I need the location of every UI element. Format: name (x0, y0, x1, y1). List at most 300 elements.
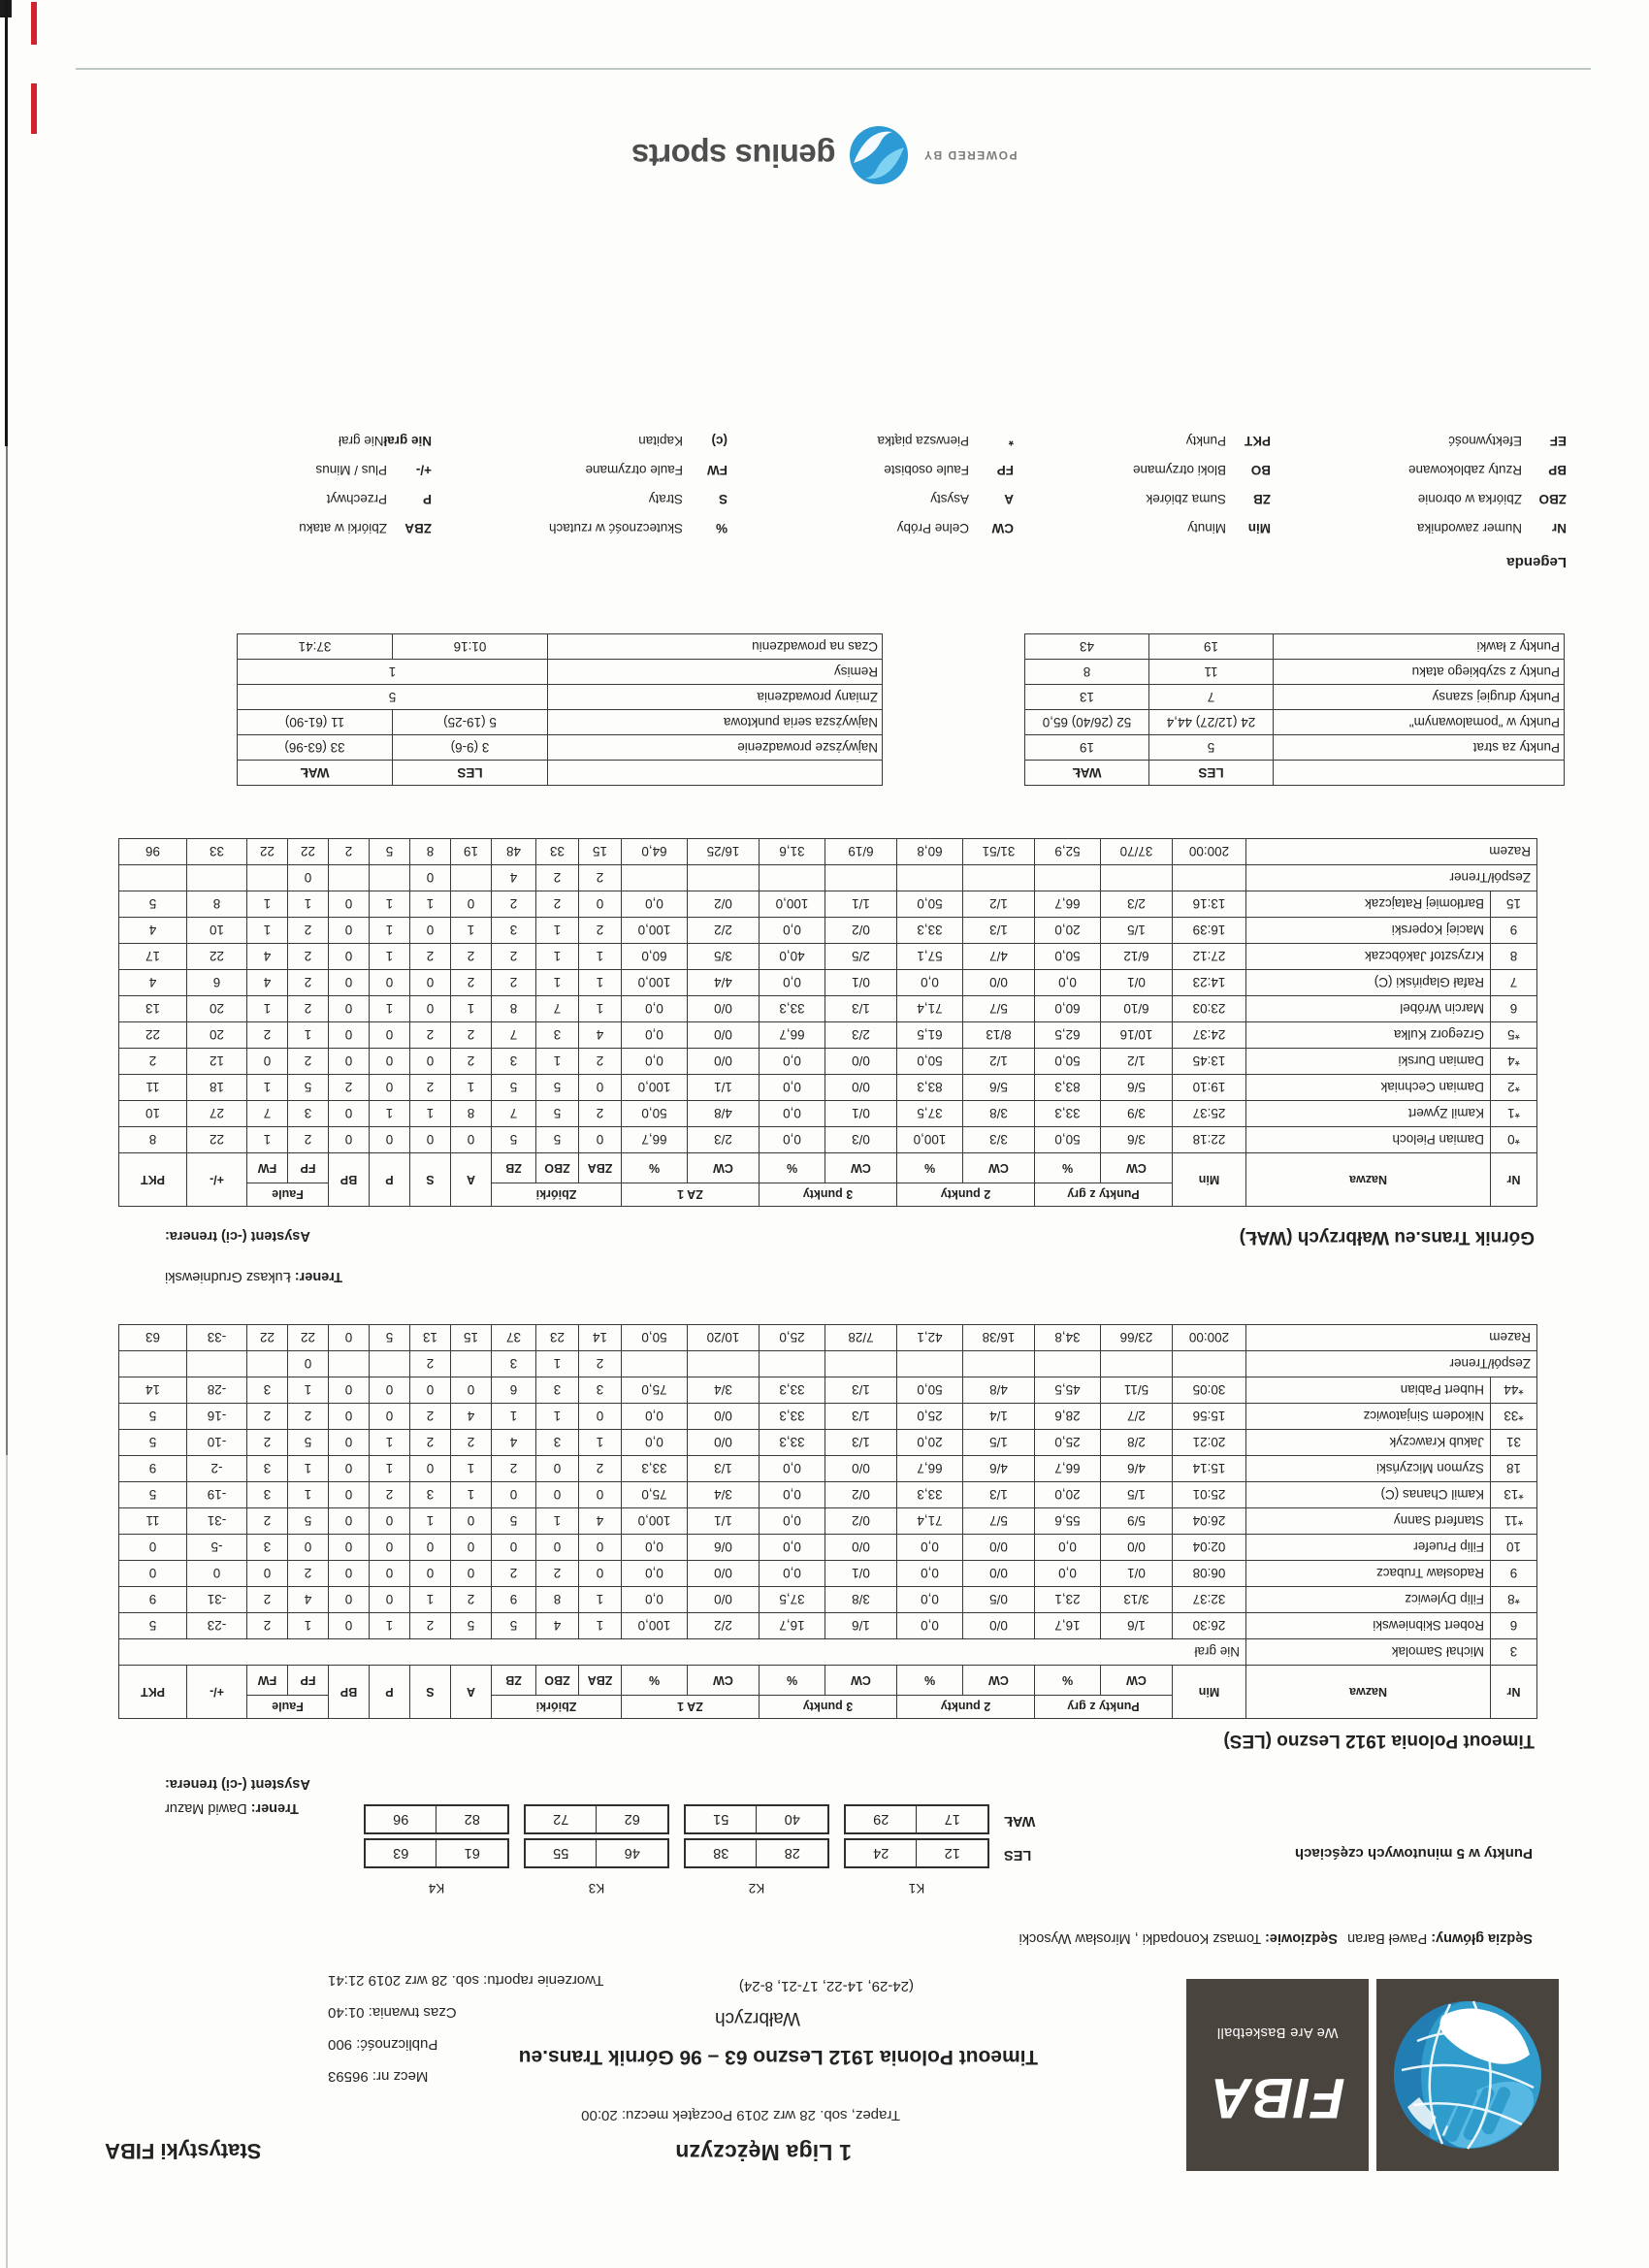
cell-zbo: 3 (536, 1430, 579, 1456)
cell-zbo: 0 (536, 1482, 579, 1508)
cell-ft: 2/2 (688, 1613, 760, 1639)
cell-nr: *13 (1491, 1482, 1537, 1508)
cell-ft: 0/0 (688, 996, 760, 1022)
cell-pkt: 5 (119, 891, 187, 918)
legend-desc: Zbiórka w obronie (1417, 492, 1522, 506)
cell-p3: 0/0 (825, 1075, 897, 1101)
player-row (119, 1127, 1537, 1153)
cell-fp: 5 (288, 1430, 329, 1456)
cell-fgp: 16,7 (1035, 1613, 1101, 1639)
column-header: ZB (492, 1153, 536, 1183)
cell-p: 0 (370, 1535, 410, 1561)
summary-value-wal: 8 (1025, 660, 1149, 685)
summary-value: 5 (238, 685, 548, 710)
cell-zba: 0 (579, 1482, 622, 1508)
cell-fg: 10/16 (1101, 1022, 1173, 1049)
legend-abbr: FP (996, 463, 1014, 477)
cell-p2: 4/6 (963, 1456, 1035, 1482)
column-header: ZBA (579, 1153, 622, 1183)
column-header: % (622, 1153, 688, 1183)
column-header: A (451, 1153, 492, 1207)
cell-a: 0 (451, 891, 492, 918)
coach-label: Trener: (250, 1800, 299, 1816)
cell-fp: 5 (288, 1508, 329, 1535)
period-label: K3 (588, 1881, 605, 1895)
cell-zbo: 5 (536, 1101, 579, 1127)
cell-pkt: 14 (119, 1377, 187, 1404)
cell-s: 2 (410, 1430, 451, 1456)
cell-p3: 7/28 (825, 1325, 897, 1351)
cell-pm: 27 (187, 1101, 247, 1127)
legend-item (930, 492, 1014, 506)
summary-label: Najwyższa seria punktowa (548, 710, 883, 735)
column-header: Nazwa (1246, 1153, 1491, 1207)
cell-ftp: 50,0 (622, 1101, 688, 1127)
cell-min (1173, 1351, 1246, 1377)
cell-a: 2 (451, 1022, 492, 1049)
cell-zb: 6 (492, 1377, 536, 1404)
cell-p3: 1/3 (825, 996, 897, 1022)
column-header: ZA 1 (622, 1696, 760, 1719)
cell-s: 8 (410, 839, 451, 865)
summary-value-les: 5 (1149, 735, 1274, 761)
cell-zba: 2 (579, 1049, 622, 1075)
cell-p2: 5/7 (963, 996, 1035, 1022)
cell-ft: 4/8 (688, 1101, 760, 1127)
cell-name: Damian Cechniak (1246, 1075, 1491, 1101)
cell-pm: 20 (187, 996, 247, 1022)
cell-zb: 2 (492, 1456, 536, 1482)
legend-desc: Faule osobiste (884, 463, 969, 477)
summary-value-wal: 33 (63-96) (238, 735, 393, 761)
summary-value-les: 24 (12/27) 44,4 (1149, 710, 1274, 735)
cell-zba: 1 (579, 1613, 622, 1639)
quarter-score-cell: 55 (526, 1840, 598, 1866)
cell-p2p (897, 865, 963, 891)
cell-name: Nikodem Sinjatowicz (1246, 1404, 1491, 1430)
cell-p: 5 (370, 1325, 410, 1351)
cell-a: 1 (451, 996, 492, 1022)
player-row (119, 1022, 1537, 1049)
column-header: A (451, 1666, 492, 1719)
column-header: 2 punkty (897, 1696, 1035, 1719)
quarter-score-cell: 62 (624, 1811, 640, 1828)
cell-pm: -31 (187, 1508, 247, 1535)
summary-label: Punkty drugiej szansy (1274, 685, 1565, 710)
attendance: Publiczność: 900 (328, 2036, 438, 2053)
cell-bp: 0 (329, 1482, 370, 1508)
cell-pm: -31 (187, 1587, 247, 1613)
cell-p2: 4/8 (963, 1377, 1035, 1404)
player-row (119, 996, 1537, 1022)
legend-abbr: PKT (1245, 434, 1271, 448)
cell-p: 0 (370, 1075, 410, 1101)
cell-nr: 6 (1491, 1613, 1537, 1639)
column-header: CW (963, 1666, 1035, 1696)
cell-fp: 0 (288, 865, 329, 891)
cell-min: 23:03 (1173, 996, 1246, 1022)
player-row (119, 891, 1537, 918)
cell-bp: 0 (329, 891, 370, 918)
stat-table (118, 838, 1537, 1207)
cell-p: 1 (370, 891, 410, 918)
cell-fg: 23/66 (1101, 1325, 1173, 1351)
cell-fg: 1/2 (1101, 1049, 1173, 1075)
cell-a: 5 (451, 1613, 492, 1639)
cell-fg: 37/70 (1101, 839, 1173, 865)
cell-ftp: 0,0 (622, 996, 688, 1022)
column-header: CW (825, 1666, 897, 1696)
cell-fw: 0 (247, 1049, 288, 1075)
cell-p: 2 (370, 1482, 410, 1508)
cell-p3p: 25,0 (760, 1325, 825, 1351)
cell-pkt (119, 865, 187, 891)
cell-p2p: 37,5 (897, 1101, 963, 1127)
cell-pkt: 11 (119, 1075, 187, 1101)
column-header: CW (825, 1153, 897, 1183)
summary-table (237, 633, 883, 786)
legend-desc: Rzuty zablokowane (1407, 463, 1522, 477)
coach-name: Łukasz Grudniewski (165, 1269, 291, 1284)
column-header: Zbiórki (492, 1183, 622, 1207)
cell-pkt: 96 (119, 839, 187, 865)
match-info-block (328, 1964, 776, 2092)
player-row (119, 1613, 1537, 1639)
team-code-header: WAŁ (238, 761, 393, 786)
cell-min: 02:04 (1173, 1535, 1246, 1561)
player-row (119, 918, 1537, 944)
cell-zb: 2 (492, 1561, 536, 1587)
column-header: Nr (1491, 1153, 1537, 1207)
cell-min: 200:00 (1173, 1325, 1246, 1351)
quarter-score-cell: 12 (944, 1845, 960, 1862)
legend-abbr: % (715, 521, 728, 535)
legend-item (327, 492, 432, 506)
cell-fp: 2 (288, 1127, 329, 1153)
column-header: CW (963, 1153, 1035, 1183)
quarter-score-box (364, 1838, 509, 1868)
column-header: Punkty z gry (1035, 1183, 1173, 1207)
cell-a: 2 (451, 970, 492, 996)
cell-fgp: 62,5 (1035, 1022, 1101, 1049)
quarter-score-box (844, 1838, 989, 1868)
player-row (119, 1456, 1537, 1482)
cell-a: 1 (451, 1075, 492, 1101)
column-header: FP (288, 1666, 329, 1696)
referee-main-label: Sędzia główny: (1431, 1930, 1533, 1946)
cell-p3p: 31,6 (760, 839, 825, 865)
column-header: CW (688, 1666, 760, 1696)
referees-names: Tomasz Konopadki , Mirosław Wysocki (1018, 1930, 1262, 1946)
cell-zba: 1 (579, 1587, 622, 1613)
summary-label: Czas na prowadzeniu (548, 634, 883, 660)
summary-value-wal: 13 (1025, 685, 1149, 710)
cell-fgp: 66,7 (1035, 1456, 1101, 1482)
cell-min: 19:10 (1173, 1075, 1246, 1101)
cell-bp (329, 865, 370, 891)
cell-zb: 7 (492, 1101, 536, 1127)
cell-p: 0 (370, 1377, 410, 1404)
column-header: PKT (119, 1153, 187, 1207)
cell-zbo: 0 (536, 1535, 579, 1561)
cell-fw: 1 (247, 996, 288, 1022)
cell-p2p: 66,7 (897, 1456, 963, 1482)
referees-label: Sędziowie: (1265, 1930, 1338, 1946)
cell-pkt: 5 (119, 1482, 187, 1508)
summary-row (1025, 735, 1565, 761)
cell-ftp: 0,0 (622, 1587, 688, 1613)
cell-p2p: 42,1 (897, 1325, 963, 1351)
legend-item (1417, 521, 1567, 535)
player-row (119, 1535, 1537, 1561)
cell-zbo: 5 (536, 1127, 579, 1153)
cell-fw: 2 (247, 1430, 288, 1456)
cell-p2: 0/0 (963, 1613, 1035, 1639)
cell-p3: 0/0 (825, 1456, 897, 1482)
cell-p2p: 83,3 (897, 1075, 963, 1101)
cell-fg: 1/6 (1101, 1613, 1173, 1639)
cell-ft: 2/3 (688, 1127, 760, 1153)
cell-ftp: 0,0 (622, 1535, 688, 1561)
cell-p: 0 (370, 1508, 410, 1535)
cell-zba: 0 (579, 1075, 622, 1101)
cell-fg: 3/6 (1101, 1127, 1173, 1153)
cell-zba: 4 (579, 1508, 622, 1535)
column-header: 2 punkty (897, 1183, 1035, 1207)
cell-name: Michał Samolak (1246, 1639, 1491, 1666)
legend-item (585, 463, 728, 477)
cell-pkt: 63 (119, 1325, 187, 1351)
cell-p2: 16/38 (963, 1325, 1035, 1351)
cell-ft: 1/3 (688, 1456, 760, 1482)
genius-sports-icon (848, 124, 910, 186)
cell-ftp: 60,0 (622, 944, 688, 970)
column-header: Faule (247, 1183, 329, 1207)
cell-fgp (1035, 1351, 1101, 1377)
cell-fg: 1/5 (1101, 1482, 1173, 1508)
legend-desc: Kapitan (638, 434, 683, 448)
column-header: +/- (187, 1153, 247, 1207)
legend-item (1146, 492, 1271, 506)
cell-p2p: 25,0 (897, 1404, 963, 1430)
cell-s: 0 (410, 918, 451, 944)
cell-fg: 2/7 (1101, 1404, 1173, 1430)
cell-s: 0 (410, 865, 451, 891)
cell-ft: 3/5 (688, 944, 760, 970)
cell-fgp: 50,0 (1035, 944, 1101, 970)
cell-p3p: 0,0 (760, 1482, 825, 1508)
cell-p2: 1/2 (963, 1049, 1035, 1075)
match-number: Mecz nr: 96593 (328, 2068, 429, 2085)
cell-p3 (825, 1351, 897, 1377)
boxscore-table-wal (118, 838, 1537, 1207)
quarter-team-label: LES (1004, 1847, 1032, 1863)
cell-fp: 1 (288, 1377, 329, 1404)
quarter-team-label: WAŁ (1004, 1813, 1036, 1829)
cell-zb: 9 (492, 1587, 536, 1613)
cell-zbo: 33 (536, 839, 579, 865)
cell-p3p: 0,0 (760, 1456, 825, 1482)
legend-abbr: Nr (1551, 521, 1567, 535)
cell-p2: 1/4 (963, 1404, 1035, 1430)
quarter-score-cell: 63 (366, 1840, 437, 1866)
cell-bp: 0 (329, 1022, 370, 1049)
cell-a: 0 (451, 1377, 492, 1404)
cell-zba: 0 (579, 1404, 622, 1430)
cell-fg: 6/12 (1101, 944, 1173, 970)
cell-fw (247, 1351, 288, 1377)
cell-s: 1 (410, 1508, 451, 1535)
cell-p3p: 33,3 (760, 1377, 825, 1404)
cell-ft: 0/0 (688, 1049, 760, 1075)
cell-s: 1 (410, 1101, 451, 1127)
column-header: ZB (492, 1666, 536, 1696)
cell-pm: 0 (187, 1561, 247, 1587)
cell-pm: 22 (187, 1127, 247, 1153)
legend-desc: Straty (648, 492, 683, 506)
cell-name: Kamil Chanas (C) (1246, 1482, 1491, 1508)
cell-dnp: Nie grał (119, 1639, 1246, 1666)
cell-p3: 0/2 (825, 1508, 897, 1535)
cell-nr: *33 (1491, 1404, 1537, 1430)
legend-desc: Numer zawodnika (1416, 521, 1522, 535)
cell-pm: -2 (187, 1456, 247, 1482)
match-result-line2: Wałbrzych (715, 2008, 800, 2028)
cell-p3p: 100,0 (760, 891, 825, 918)
legend-abbr: +/- (415, 463, 432, 477)
cell-nr: *0 (1491, 1127, 1537, 1153)
cell-fg: 2/3 (1101, 891, 1173, 918)
cell-fp: 5 (288, 1075, 329, 1101)
legend-abbr: BO (1250, 463, 1271, 477)
cell-zb: 2 (492, 944, 536, 970)
cell-bp: 0 (329, 1101, 370, 1127)
cell-fp: 2 (288, 1561, 329, 1587)
footer-rule (76, 69, 1591, 71)
cell-zb: 3 (492, 1049, 536, 1075)
cell-zbo: 1 (536, 918, 579, 944)
quarter-score-cell: 46 (624, 1845, 640, 1862)
cell-p3p: 0,0 (760, 1075, 825, 1101)
cell-s: 0 (410, 1377, 451, 1404)
player-row (119, 1482, 1537, 1508)
cell-zb: 5 (492, 1127, 536, 1153)
legend-desc: Minuty (1187, 521, 1226, 535)
cell-zbo: 23 (536, 1325, 579, 1351)
team-code-header: LES (393, 761, 548, 786)
cell-fw: 1 (247, 918, 288, 944)
cell-zbo: 4 (536, 1613, 579, 1639)
cell-min: 200:00 (1173, 839, 1246, 865)
cell-fp: 2 (288, 918, 329, 944)
cell-bp (329, 1351, 370, 1377)
legend-abbr: ZB (1253, 492, 1271, 506)
fiba-globe-icon (1376, 1979, 1559, 2171)
column-header: % (1035, 1153, 1101, 1183)
cell-min (1173, 865, 1246, 891)
cell-fw: 2 (247, 1508, 288, 1535)
cell-p2: 3/8 (963, 1101, 1035, 1127)
cell-fg (1101, 1351, 1173, 1377)
cell-ft: 0/2 (688, 891, 760, 918)
column-header: % (897, 1153, 963, 1183)
cell-ft: 3/4 (688, 1482, 760, 1508)
cell-p: 1 (370, 1456, 410, 1482)
player-row (119, 1587, 1537, 1613)
cell-p: 0 (370, 1049, 410, 1075)
quarter-score-cell: 40 (784, 1811, 800, 1828)
summary-value-wal: 52 (26/40) 65,0 (1025, 710, 1149, 735)
cell-fg: 1/5 (1101, 918, 1173, 944)
cell-bp: 2 (329, 1075, 370, 1101)
cell-fw: 4 (247, 970, 288, 996)
cell-bp: 0 (329, 1535, 370, 1561)
column-header: CW (688, 1153, 760, 1183)
legend-abbr: A (1004, 492, 1014, 506)
quarter-scores-line: (24-29, 14-22, 17-21, 8-24) (738, 1978, 914, 1994)
summary-row (238, 710, 883, 735)
cell-ftp: 50,0 (622, 1325, 688, 1351)
summary-row (1025, 685, 1565, 710)
venue-line: Trapez, sob. 28 wrz 2019 Początek meczu: 20:00 (581, 2107, 900, 2123)
legend-item (649, 492, 728, 506)
quarter-strip-title: Punkty w 5 minutowych częściach (1294, 1845, 1533, 1862)
cell-fp: 2 (288, 1404, 329, 1430)
cell-p2: 4/7 (963, 944, 1035, 970)
player-row (119, 1404, 1537, 1430)
team-bench-row (119, 865, 1537, 891)
legend-desc: Celne Próby (896, 521, 969, 535)
cell-bp: 0 (329, 996, 370, 1022)
cell-zb: 4 (492, 1430, 536, 1456)
cell-fg: 0/1 (1101, 970, 1173, 996)
cell-zbo: 3 (536, 1022, 579, 1049)
quarter-score-box (684, 1804, 829, 1834)
cell-p3p: 0,0 (760, 1127, 825, 1153)
cell-p3: 0/1 (825, 970, 897, 996)
quarter-score-cell: 51 (686, 1806, 758, 1832)
cell-p (370, 1351, 410, 1377)
cell-nr: *1 (1491, 1101, 1537, 1127)
cell-ftp: 0,0 (622, 1430, 688, 1456)
cell-min: 13:45 (1173, 1049, 1246, 1075)
cell-nr: 3 (1491, 1639, 1537, 1666)
cell-zbo: 2 (536, 891, 579, 918)
cell-fp: 1 (288, 1022, 329, 1049)
cell-p3p (760, 865, 825, 891)
legend-item (877, 434, 1014, 448)
fiba-logo (1186, 1979, 1559, 2171)
cell-zb: 0 (492, 1535, 536, 1561)
cell-name: Robert Skibniewski (1246, 1613, 1491, 1639)
cell-zba: 2 (579, 918, 622, 944)
cell-a: 2 (451, 1430, 492, 1456)
cell-ftp: 100,0 (622, 1613, 688, 1639)
cell-zb: 48 (492, 839, 536, 865)
cell-p2: 1/3 (963, 918, 1035, 944)
summary-row (238, 634, 883, 660)
cell-ftp: 100,0 (622, 970, 688, 996)
cell-fg: 0/1 (1101, 1561, 1173, 1587)
cell-ftp: 100,0 (622, 918, 688, 944)
cell-bp: 0 (329, 1430, 370, 1456)
legend-item (315, 463, 432, 477)
match-result-line: Timeout Polonia 1912 Leszno 63 – 96 Górnik Trans.eu (518, 2046, 1038, 2068)
cell-zb: 3 (492, 1351, 536, 1377)
summary-value-wal: 11 (61-90) (238, 710, 393, 735)
cell-ftp (622, 865, 688, 891)
cell-fw: 3 (247, 1482, 288, 1508)
